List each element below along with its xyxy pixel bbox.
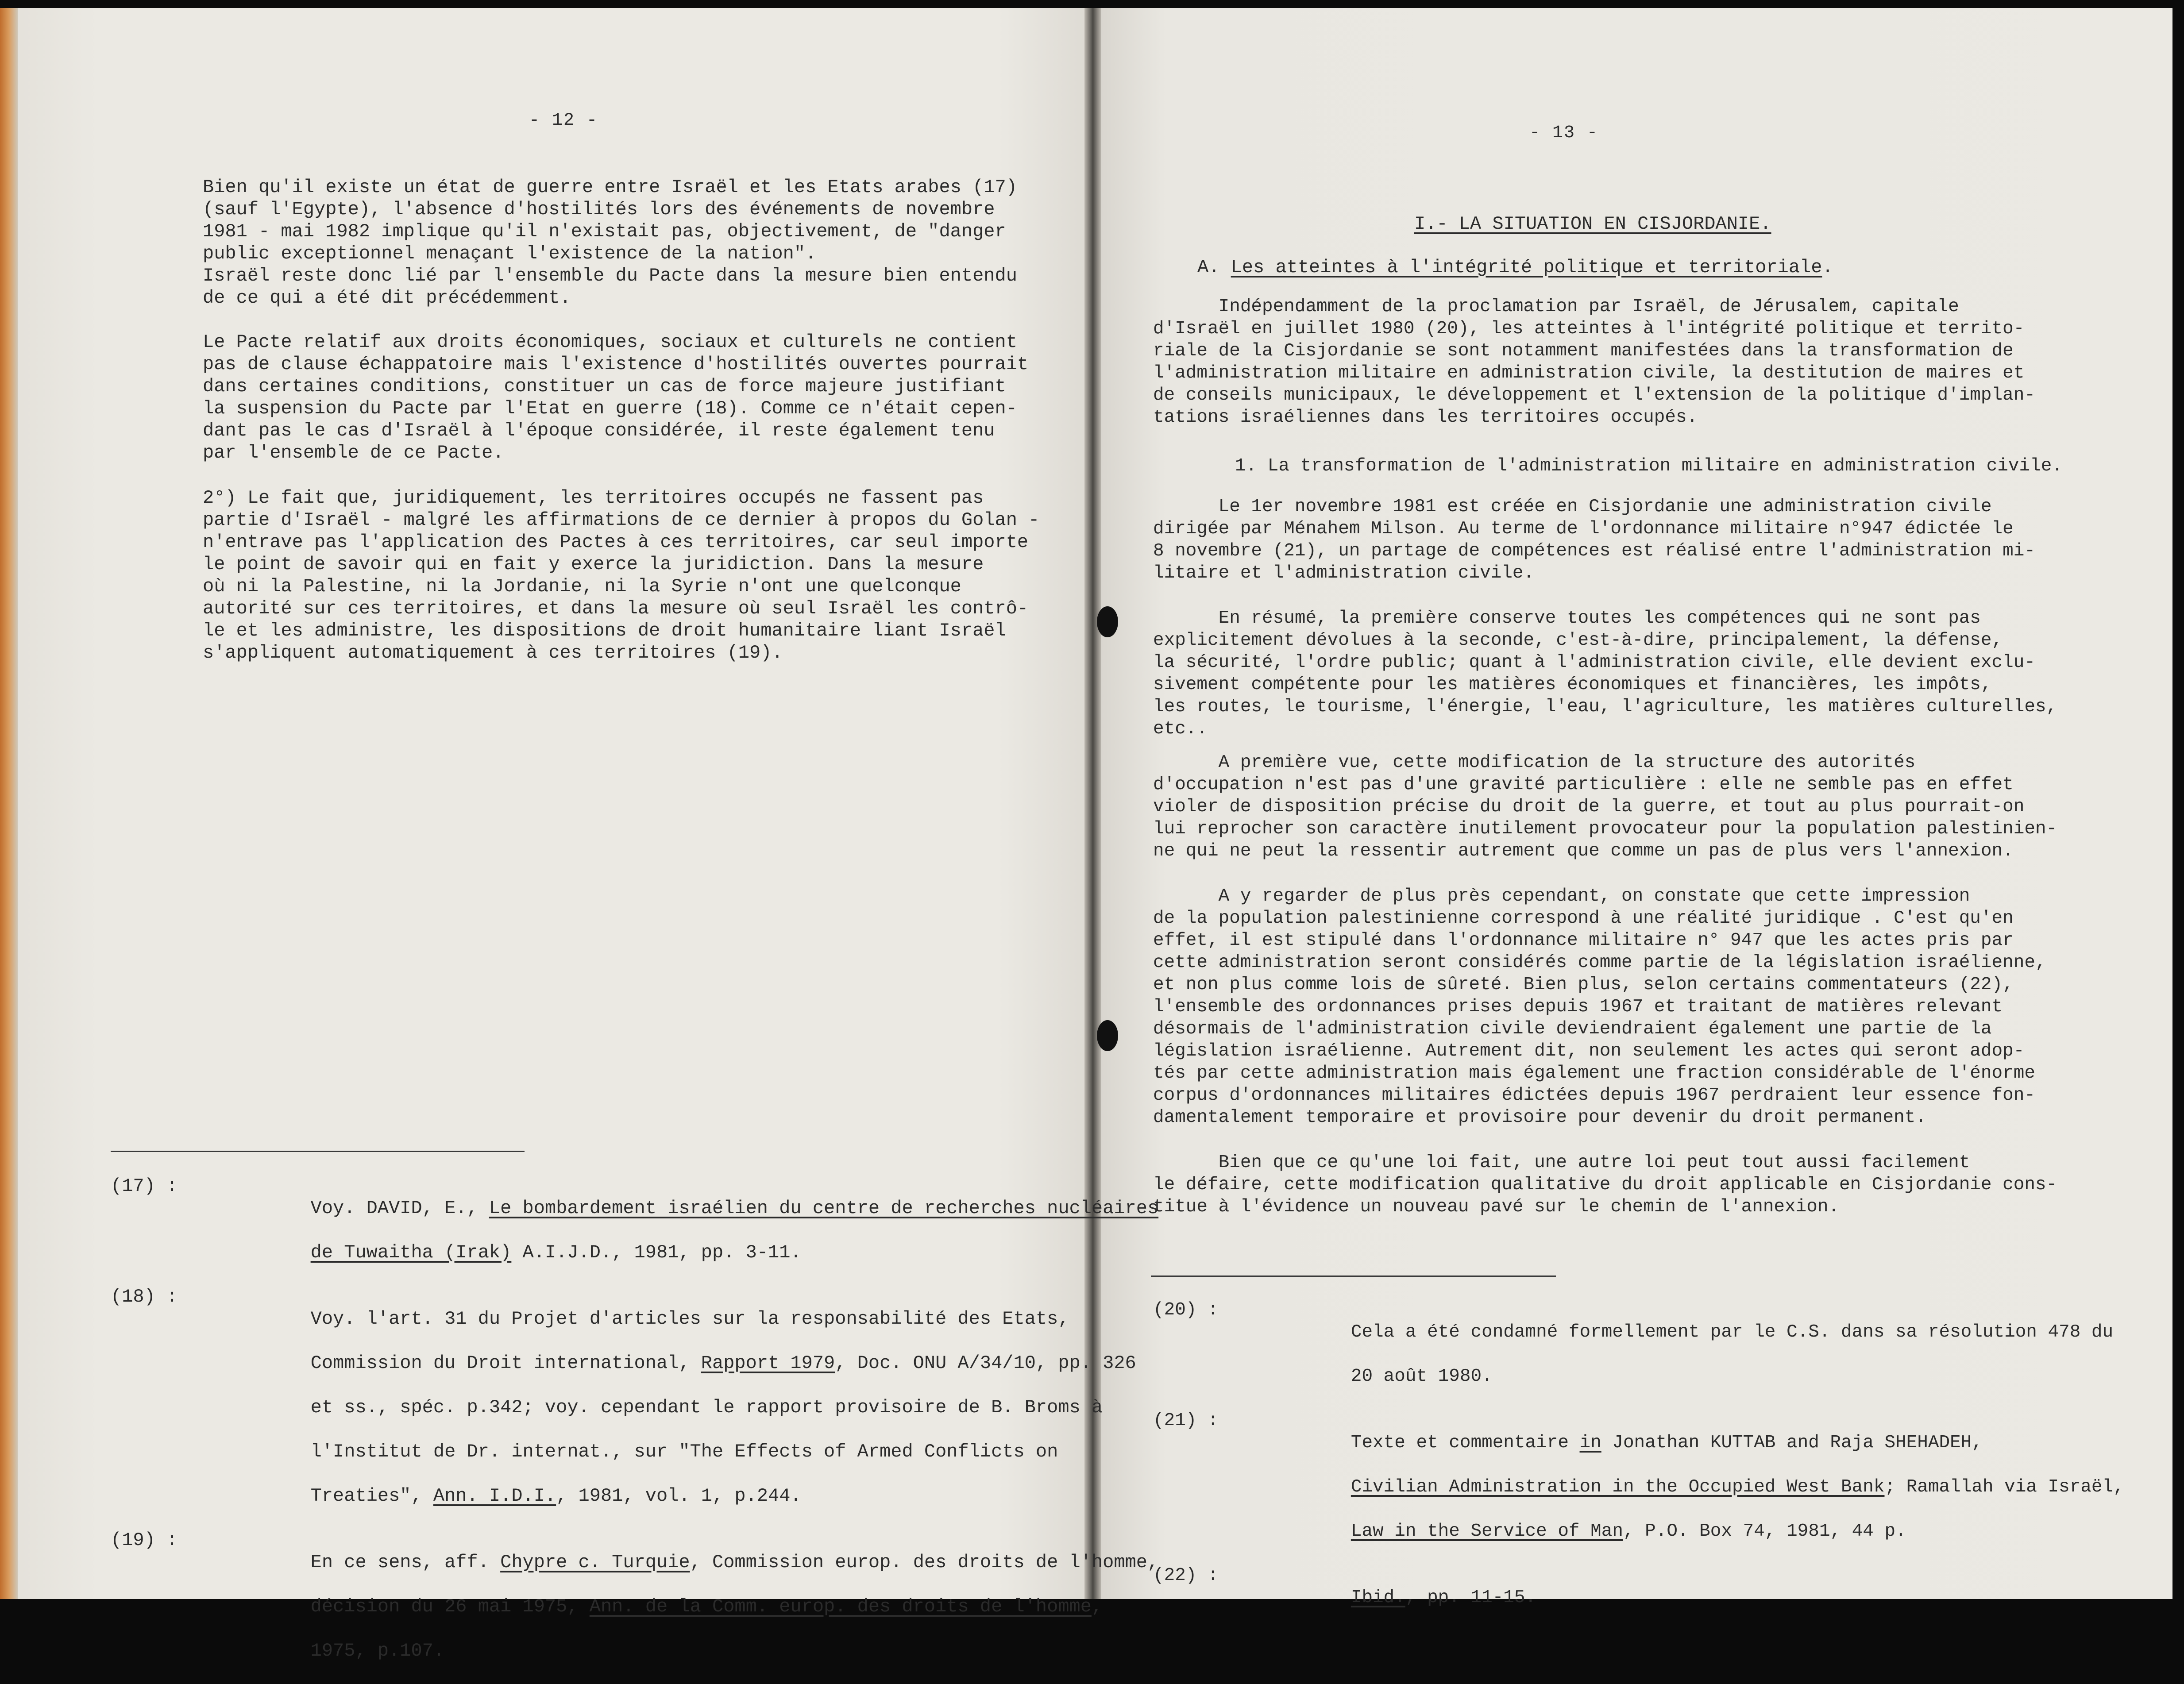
left-page-edge <box>0 8 18 1599</box>
right-paragraph-1: Le 1er novembre 1981 est créée en Cisjordanie une administration civile dirigée par Ménahem Milson. Au terme de l'ordonnance militaire n°947 édictée le 8 novembre (21), un partage de compétences est réalisé entre l'administration mi- litaire et l'administration civile. <box>1153 497 2035 583</box>
footnote-line: de Tuwaitha (Irak) A.I.J.D., 1981, pp. 3-11. <box>310 1242 802 1263</box>
page-number-right: - 13 - <box>1529 123 1599 143</box>
right-paragraph-3: A première vue, cette modification de la structure des autorités d'occupation n'est pas d'une gravité particulière : elle ne semble pas en effet violer de disposition précise du droit de la guerre, et tout au plus pourrait-on lui reprocher son caractère inutilement provocateur pour la population palestinien- ne qui ne peut la ressentir autrement que comme un pas de plus vers l'annexion. <box>1153 752 2057 861</box>
footnotes-right <box>1153 1299 2124 1631</box>
footnote-18: (18) : Voy. l'art. 31 du Projet d'articles sur la responsabilité des Etats, Commission du Droit international, Rapport 1979, Doc. ONU A/34/10, pp. 326 et ss., spéc. p.342; voy. cependant le rapport provisoire de B. Broms à l'Institut de Dr. internat., sur "The Effects of Armed Conflicts on Treaties", Ann. I.D.I., 1981, vol. 1, p.244. <box>111 1286 1136 1507</box>
right-paragraph-5: Bien que ce qu'une loi fait, une autre loi peut tout aussi facilement le défaire, cette modification qualitative du droit applicable en Cisjordanie cons- titue à l'évidence un nouveau pavé sur le chemin de l'annexion. <box>1153 1152 2057 1217</box>
footnote-21: (21) : Texte et commentaire in Jonathan KUTTAB and Raja SHEHADEH, Civilian Administration in the Occupied West Bank; Ramallah via Israël, Law in the Service of Man, P.O. Box 74, 1981, 44 p. <box>1153 1410 2124 1541</box>
punch-hole-bottom <box>1097 1020 1118 1051</box>
footnotes-left <box>111 1175 1158 1684</box>
footnote-20: (20) : Cela a été condamné formellement par le C.S. dans sa résolution 478 du 20 août 1980. <box>1153 1300 2114 1387</box>
footnote-line: Voy. DAVID, E., Le bombardement israélien du centre de recherches nucléaires <box>310 1198 1159 1219</box>
page-number-left: - 12 - <box>529 111 598 131</box>
right-paragraph-2: En résumé, la première conserve toutes les compétences qui ne sont pas explicitement dévolues à la seconde, c'est-à-dire, principalement, la défense, la sécurité, l'ordre public; quant à l'administration civile, elle devient exclu- sivement compétente pour les matières économiques et financières, les impôts, les routes, le tourisme, l'énergie, l'eau, l'agriculture, les matières culturelles, etc.. <box>1153 608 2057 739</box>
footnote-19: (19) : En ce sens, aff. Chypre c. Turquie, Commission europ. des droits de l'homme, décision du 26 mai 1975, Ann. de la Comm. europ. des droits de l'homme, 1975, p.107. <box>111 1530 1159 1661</box>
footnote-rule-right <box>1151 1276 1556 1277</box>
footnote-22: (22) : Ibid., pp. 11-15. <box>1153 1565 1536 1608</box>
subsection-title: A. Les atteintes à l'intégrité politique et territoriale. <box>1197 257 1833 278</box>
footnote-17: (17) : Voy. DAVID, E., Le bombardement israélien du centre de recherches nucléaires de Tuwaitha (Irak) A.I.J.D., 1981, pp. 3-11. <box>111 1175 1159 1263</box>
right-paragraph-4: A y regarder de plus près cependant, on constate que cette impression de la population palestinienne correspond à une réalité juridique . C'est qu'en effet, il est stipulé dans l'ordonnance militaire n° 947 que les actes pris par cette administration seront considérés comme partie de la législation israélienne, et non plus comme lois de sûreté. Bien plus, selon certains commentateurs (22), l'ensemble des ordonnances prises depuis 1967 et traitant de matières relevant désormais de l'administration civile deviendraient également une partie de la législation israélienne. Autrement dit, non seulement les actes qui seront adop- tés par cette administration mais également une fraction considérable de l'énorme corpus d'ordonnances militaires édictées depuis 1967 perdraient leur essence fon- damentalement temporaire et provisoire pour devenir du droit permanent. <box>1153 886 2046 1128</box>
left-paragraph-1: Bien qu'il existe un état de guerre entre Israël et les Etats arabes (17) (sauf l'Egypte), l'absence d'hostilités lors des événements de novembre 1981 - mai 1982 implique qu'il n'existait pas, objectivement, de "danger public exceptionnel menaçant l'existence de la nation". Israël reste donc lié par l'ensemble du Pacte dans la mesure bien entendu de ce qui a été dit précédemment. <box>203 177 1017 308</box>
footnote-rule-left <box>111 1151 525 1152</box>
left-paragraph-2: Le Pacte relatif aux droits économiques, sociaux et culturels ne contient pas de clause échappatoire mais l'existence d'hostilités ouvertes pourrait dans certaines conditions, constituer un cas de force majeure justifiant la suspension du Pacte par l'Etat en guerre (18). Comme ce n'était cepen- dant pas le cas d'Israël à l'époque considérée, il reste également tenu par l'ensemble de ce Pacte. <box>203 331 1029 463</box>
punch-hole-top <box>1097 606 1118 637</box>
section-title: I.- LA SITUATION EN CISJORDANIE. <box>1414 213 1771 235</box>
item-heading: 1. La transformation de l'administration militaire en administration civile. <box>1235 456 2063 476</box>
left-paragraph-3: 2°) Le fait que, juridiquement, les territoires occupés ne fassent pas partie d'Israël - malgré les affirmations de ce dernier à propos du Golan - n'entrave pas l'application des Pactes à ces territoires, car seul importe le point de savoir qui en fait y exerce la juridiction. Dans la mesure où ni la Palestine, ni la Jordanie, ni la Syrie n'ont une quelconque autorité sur ces territoires, et dans la mesure où seul Israël les contrô- le et les administre, les dispositions de droit humanitaire liant Israël s'appliquent automatiquement à ces territoires (19). <box>203 487 1040 663</box>
right-intro: Indépendamment de la proclamation par Israël, de Jérusalem, capitale d'Israël en juillet 1980 (20), les atteintes à l'intégrité politique et territo- riale de la Cisjordanie se sont notamment manifestées dans la transformation de l'administration militaire en administration civile, la destitution de maires et de conseils municipaux, le développement et l'extension de la politique d'implan- tations israéliennes dans les territoires occupés. <box>1153 297 2035 428</box>
